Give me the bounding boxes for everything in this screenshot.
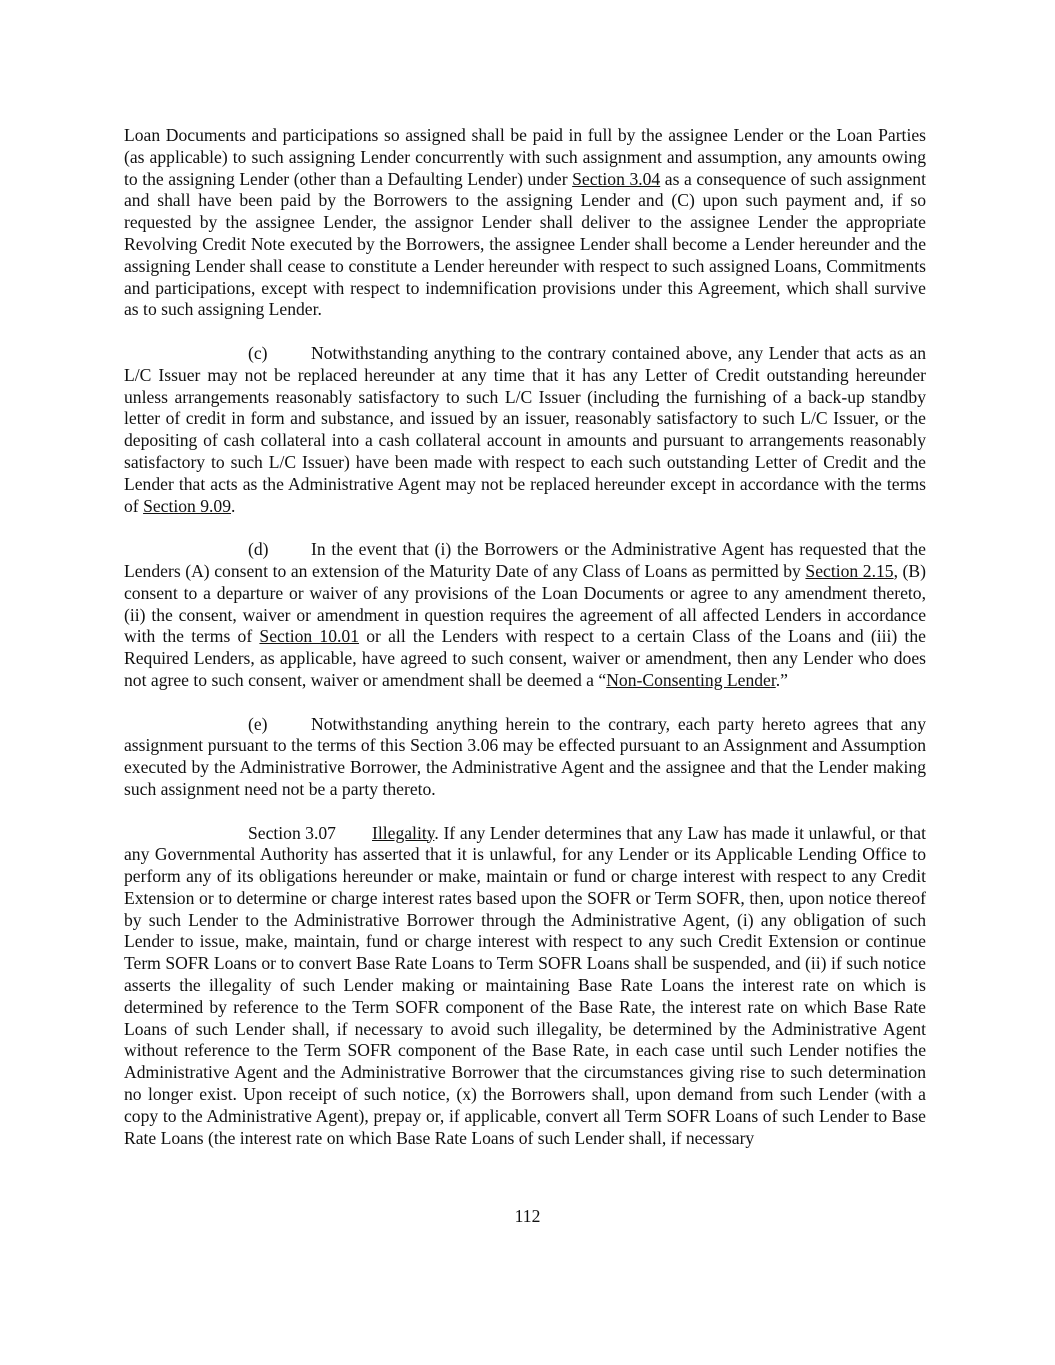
section-reference-3-04: Section 3.04: [572, 168, 661, 189]
paragraph-text: . If any Lender determines that any Law has made it unlawful, or that any Governmental Authority has asserted that it is unlawful, for any Lender or its Applicable Lending Office to perform any of its obligations hereunder or make, maintain or fund or charge interest with respect to any Credit Extension or to determine or charge interest rates based upon the SOFR or Term SOFR, then, upon notice thereof by such Lender to the Administrative Borrower through the Administrative Agent, (i) any obligation of such Lender to issue, make, maintain, fund or charge interest with respect to any such Credit Extension or continue Term SOFR Loans or to convert Base Rate Loans to Term SOFR Loans shall be suspended, and (ii) if such notice asserts the illegality of such Lender making or maintaining Base Rate Loans the interest rate on which is determined by reference to the Term SOFR component of the Base Rate, the interest rate on which Base Rate Loans of such Lender shall, if necessary to avoid such illegality, be determined by the Administrative Agent without reference to the Term SOFR component of the Base Rate, in each case until such Lender notifies the Administrative Agent and the Administrative Borrower that the circumstances giving rise to such determination no longer exist. Upon receipt of such notice, (x) the Borrowers shall, upon demand from such Lender (with a copy to the Administrative Agent), prepay or, if applicable, convert all Term SOFR Loans of such Lender to Base Rate Loans (the interest rate on which Base Rate Loans of such Lender shall, if necessary: [124, 822, 926, 1148]
paragraph-continuation: [124, 125, 926, 321]
defined-term: Non-Consenting Lender: [606, 669, 776, 690]
paragraph-label: (e): [248, 713, 268, 734]
paragraph-label: (c): [248, 342, 268, 363]
paragraph-text: Notwithstanding anything herein to the contrary, each party hereto agrees that any assignment pursuant to the terms of this Section 3.06 may be effected pursuant to an Assignment and Assumption executed by the Administrative Borrower, the Administrative Agent and the assignee and that the Lender making such assignment need not be a party thereto.: [124, 713, 926, 799]
section-heading: Illegality: [372, 822, 435, 843]
paragraph-text: Notwithstanding anything to the contrary contained above, any Lender that acts as an L/C Issuer may not be replaced hereunder at any time that it has any Letter of Credit outstanding hereunder unless arrangements reasonably satisfactory to such L/C Issuer (including the furnishing of a back-up standby letter of credit in form and substance, and issued by an issuer, reasonably satisfactory to such L/C Issuer, or the depositing of cash collateral into a cash collateral account in amounts and pursuant to arrangements reasonably satisfactory to such L/C Issuer) have been made with respect to each such outstanding Letter of Credit and the Lender that acts as the Administrative Agent may not be replaced hereunder except in accordance with the terms of: [124, 342, 926, 516]
page-number: 112: [514, 1206, 541, 1226]
paragraph-text: or all the Lenders with respect to a certain Class of the Loans and (iii) the Required Lenders, as applicable, have agreed to such consent, waiver or amendment, then any Lender who does not agree to such consent, waiver or amendment shall be deemed a “: [124, 626, 926, 690]
paragraph-text: In the event that (i) the Borrowers or the Administrative Agent has requested that the Lenders (A) consent to an extension of the Maturity Date of any Class of Loans as permitted by: [124, 539, 926, 581]
section-reference-9-09: Section 9.09: [143, 495, 232, 516]
paragraph-label: (d): [248, 539, 269, 560]
paragraph-text: as a consequence of such assignment and shall have been paid by the Borrowers to the assigning Lender and (C) upon such payment and, if so requested by the assignee Lender, the assignor Lender shall deliver to the assignee Lender the appropriate Revolving Credit Note executed by the Borrowers, the assignee Lender shall become a Lender hereunder and the assigning Lender shall cease to constitute a Lender hereunder with respect to such assigned Loans, Commitments and participations, except with respect to indemnification provisions under this Agreement, which shall survive as to such assigning Lender.: [124, 168, 926, 320]
paragraph-text: .: [231, 495, 236, 516]
document-body: [124, 125, 926, 1171]
paragraph-text: , (B) consent to a departure or waiver of any provisions of the Loan Documents or agree to any amendment thereto, (ii) the consent, waiver or amendment in question requires the agreement of all affected Lenders in accordance with the terms of: [124, 560, 926, 647]
section-reference-2-15: Section 2.15: [805, 560, 894, 581]
paragraph-d: [124, 539, 926, 692]
paragraph-e: [124, 714, 926, 801]
section-reference-10-01: Section 10.01: [259, 626, 360, 647]
section-number: Section 3.07: [248, 822, 336, 843]
paragraph-text: Loan Documents and participations so assigned shall be paid in full by the assignee Lender or the Loan Parties (as applicable) to such assigning Lender concurrently with such assignment and assumption, any amounts owing to the assigning Lender (other than a Defaulting Lender) under: [124, 125, 926, 189]
section-3-07: [124, 823, 926, 1150]
paragraph-text: .”: [775, 669, 788, 690]
paragraph-c: [124, 343, 926, 517]
